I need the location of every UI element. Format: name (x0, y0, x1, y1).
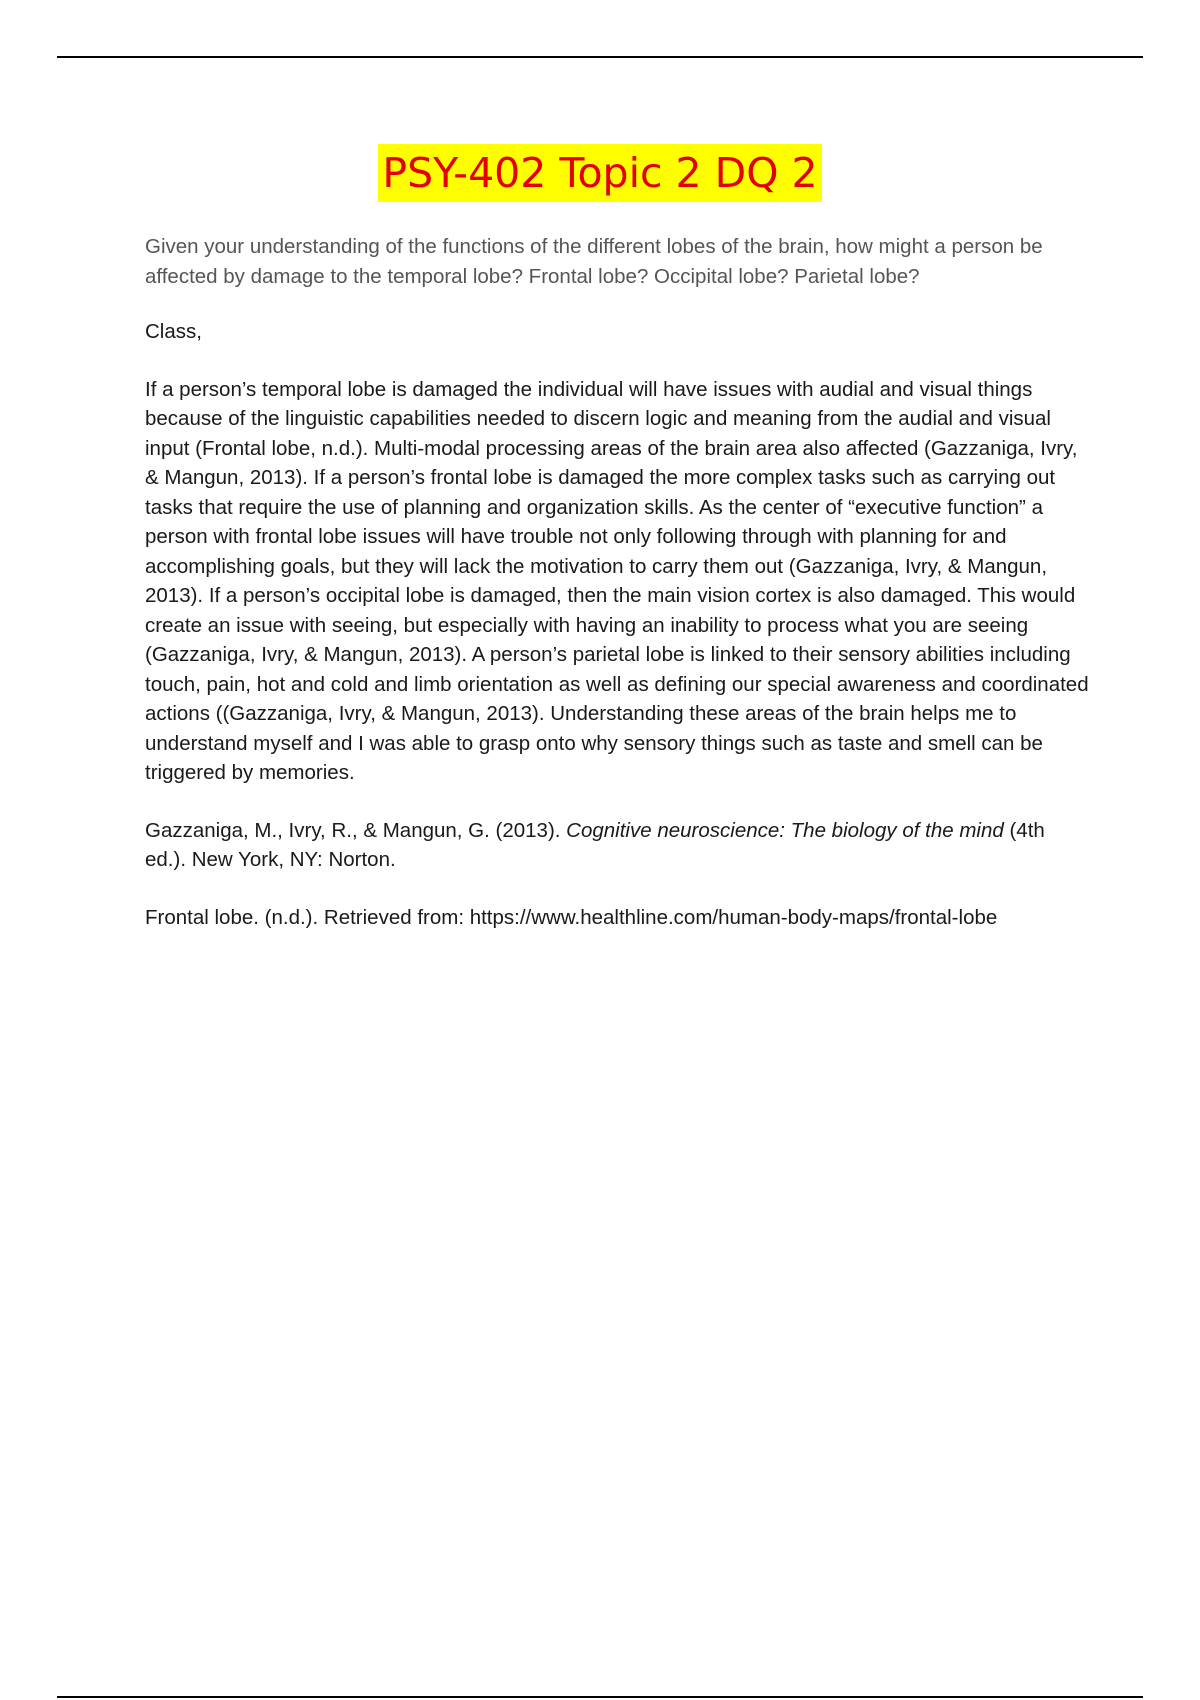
document-title: PSY-402 Topic 2 DQ 2 (378, 144, 821, 202)
reference-entry (145, 816, 1090, 875)
reference-title: Cognitive neuroscience: The biology of the mind (566, 818, 1004, 842)
discussion-question: Given your understanding of the functions of the different lobes of the brain, how might a person be affected by damage to the temporal lobe? Frontal lobe? Occipital lobe? Parietal lobe? (145, 235, 1043, 288)
reference-publication: (4th ed.). New York, NY: Norton. (145, 818, 1045, 871)
reference-authors: Gazzaniga, M., Ivry, R., & Mangun, G. (2013). (145, 818, 567, 842)
top-rule (57, 56, 1143, 58)
greeting: Class, (145, 320, 202, 343)
bottom-rule (57, 1696, 1143, 1698)
reference-entry: Frontal lobe. (n.d.). Retrieved from: https://www.healthline.com/human-body-maps/frontal-lobe (145, 905, 998, 929)
document-body (145, 232, 1090, 932)
title-container (0, 144, 1200, 202)
response-paragraph: If a person’s temporal lobe is damaged the individual will have issues with audial and visual things because of the linguistic capabilities needed to discern logic and meaning from the audial and visual input (Frontal lobe, n.d.). Multi-modal processing areas of the brain area also affected (Gazzaniga, Ivry, & Mangun, 2013). If a person’s frontal lobe is damaged the more complex tasks such as carrying out tasks that require the use of planning and organization skills. As the center of “executive function” a person with frontal lobe issues will have trouble not only following through with planning for and accomplishing goals, but they will lack the motivation to carry them out (Gazzaniga, Ivry, & Mangun, 2013). If a person’s occipital lobe is damaged, then the main vision cortex is also damaged. This would create an issue with seeing, but especially with having an inability to process what you are seeing (Gazzaniga, Ivry, & Mangun, 2013). A person’s parietal lobe is linked to their sensory abilities including touch, pain, hot and cold and limb orientation as well as defining our special awareness and coordinated actions ((Gazzaniga, Ivry, & Mangun, 2013). Understanding these areas of the brain helps me to understand myself and I was able to grasp onto why sensory things such as taste and smell can be triggered by memories. (145, 377, 1089, 784)
